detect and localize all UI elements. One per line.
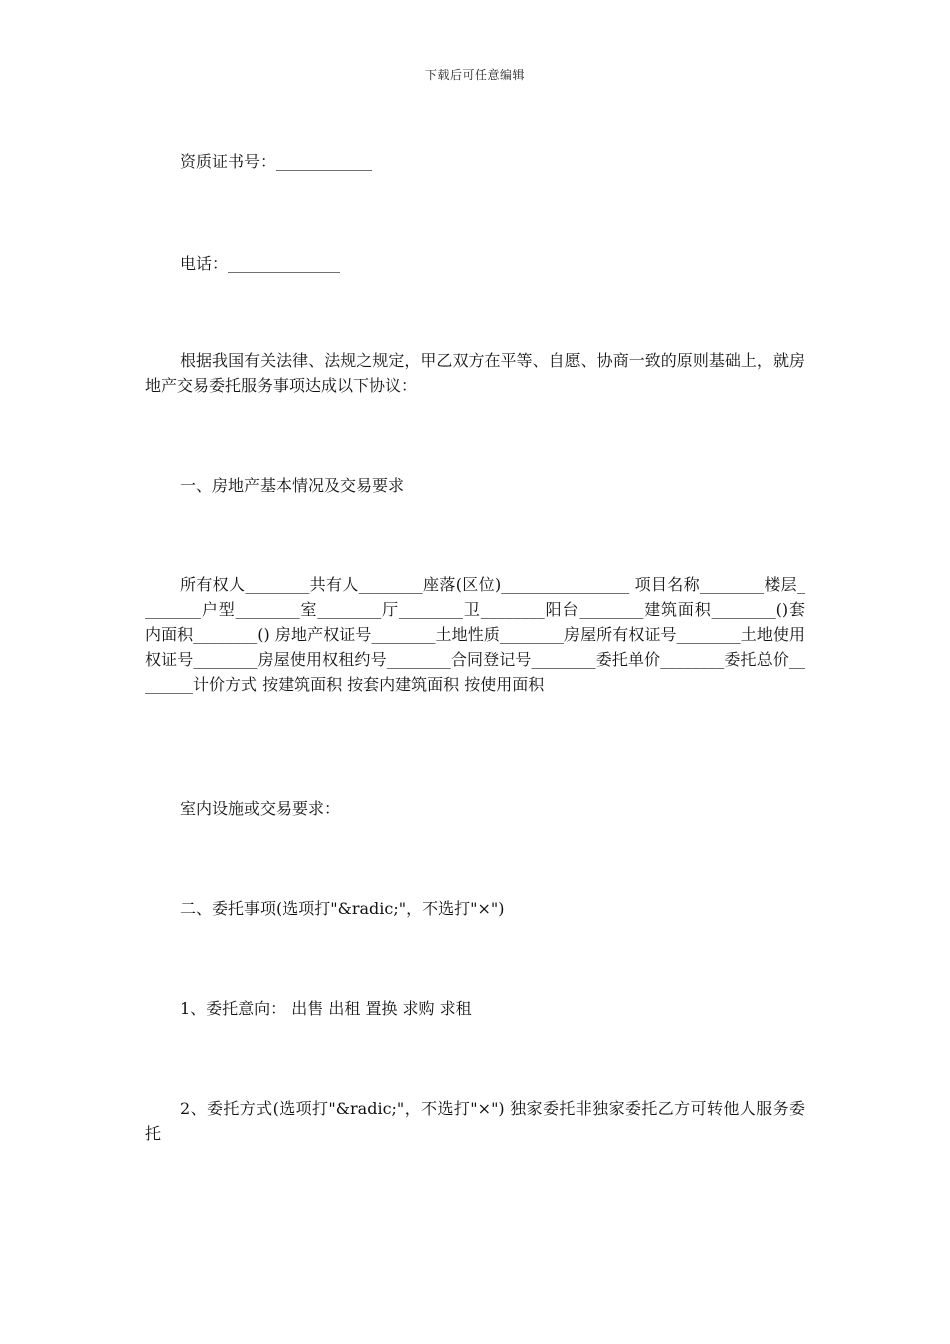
- commission-method-paragraph: 2、委托方式(选项打"&radic;"，不选打"×") 独家委托非独家委托乙方可转他人服务委托: [145, 1099, 805, 1143]
- section-1-title: 一、房地产基本情况及交易要求: [180, 476, 405, 495]
- section-2-title: 二、委托事项(选项打"&radic;"，不选打"×"): [180, 899, 505, 918]
- page-header-note: 下载后可任意编辑: [424, 68, 525, 82]
- facilities-requirements-line: 室内设施或交易要求：: [180, 799, 341, 818]
- property-details-paragraph: 所有权人________共有人________座落(区位)________________ 项目名称________楼层________户型________室________厅________卫________阳台________建筑面积________()套内面积________() 房地产权证号________土地性质________房屋所有权证号________土地使用权证号________房屋使用权租约号________合同登记号________委托单价________委托总价________计价方式 按建筑面积 按套内建筑面积 按使用面积: [145, 575, 805, 694]
- phone-line: 电话：______________: [180, 254, 341, 273]
- commission-intent-line: 1、委托意向： 出售 出租 置换 求购 求租: [180, 999, 472, 1018]
- qualification-number-line: 资质证书号：____________: [180, 152, 373, 171]
- intro-paragraph: 根据我国有关法律、法规之规定，甲乙双方在平等、自愿、协商一致的原则基础上，就房地产交易委托服务事项达成以下协议：: [145, 351, 805, 395]
